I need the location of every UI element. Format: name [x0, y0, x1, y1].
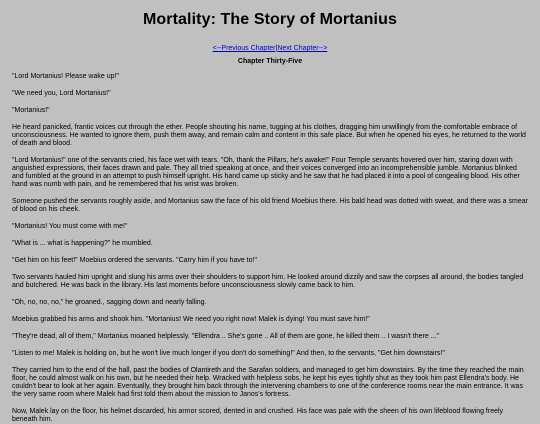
paragraph: Moebius grabbed his arms and shook him. "Mortanius! We need you right now! Malek is dying! You must save him!" — [12, 316, 370, 323]
paragraph: "Mortanius!" — [12, 107, 50, 114]
chapter-heading: Chapter Thirty-Five — [237, 58, 303, 65]
nav-separator: | — [275, 45, 278, 52]
next-chapter-link[interactable]: Next Chapter--> — [277, 45, 328, 52]
paragraph: "Get him on his feet!" Moebius ordered the servants. "Carry him if you have to!" — [12, 257, 257, 264]
paragraph: "Lord Mortanius! Please wake up!" — [12, 73, 119, 80]
previous-chapter-link[interactable]: <--Previous Chapter — [212, 45, 276, 52]
paragraph: Two servants hauled him upright and slung his arms over their shoulders to support him. He looked around dizzily and saw the corpses all around, the bodies tangled and butchered. He was back in the library. His last moments before unconsciousness slowly came back to him. — [12, 274, 524, 289]
paragraph: "Mortanius! You must come with me!" — [12, 223, 128, 230]
paragraph: They carried him to the end of the hall, past the bodies of Olantireth and the Sarafan soldiers, and managed to get him downstairs. By the time they reached the main floor, he could almost walk on his own, but he needed their help. Wracked with helpless sobs, he kept his eyes tightly shut as they took him past Ellendra's body. He couldn't bear to look at her again. Eventually, they brought him back through the intervening chambers to one of the conference rooms near the main entrance. It was the very same room where Malek had first told them about the mission to Janos's fortress. — [12, 367, 524, 398]
paragraph: "Listen to me! Malek is holding on, but he won't live much longer if you don't do something!" And then, to the servants, "Get him downstairs!" — [12, 350, 445, 357]
chapter-text — [12, 73, 528, 424]
paragraph: "They're dead, all of them," Mortanius moaned helplessly. "Ellendra .. She's gone .. All of them are gone, he killed them .. I wasn't there ..." — [12, 333, 440, 340]
page-title: Mortality: The Story of Mortanius — [143, 11, 397, 28]
paragraph: "Oh, no, no, no," he groaned., sagging down and nearly falling. — [12, 299, 207, 306]
paragraph: "What is ... what is happening?" he mumbled. — [12, 240, 153, 247]
paragraph: "Lord Mortanius!" one of the servants cried, his face wet with tears. "Oh, thank the Pillars, he's awake!" Four Temple servants hovered over him, staring down with anguished expressions, their faces drawn and pale. They all tried speaking at once, and their voices converged into an incomprehensible jumble. Mortanius blinked and fumbled at the ground in an attempt to push himself upright. His hand came up sticky and he saw that he had placed it into a pool of congealing blood. His other hand was numb with pain, and he remembered that his wrist was broken. — [12, 157, 520, 188]
paragraph: "We need you, Lord Mortanius!" — [12, 90, 111, 97]
paragraph: He heard panicked, frantic voices cut through the ether. People shouting his name, tugging at his clothes, dragging him unwillingly from the comfortable embrace of unconsciousness. He wanted to ignore them, push them away, and remain calm and content in this safe place. But when he opened his eyes, he returned to the world of death and blood. — [12, 124, 526, 147]
paragraph: Now, Malek lay on the floor, his helmet discarded, his armor scored, dented in and crushed. His face was pale with the sheen of his own lifeblood flowing freely beneath him. — [12, 408, 504, 423]
chapter-navigation — [12, 45, 528, 52]
paragraph: Someone pushed the servants roughly aside, and Mortanius saw the face of his old friend Moebius there. His bald head was dotted with sweat, and there was a smear of blood on his cheek. — [12, 198, 528, 213]
